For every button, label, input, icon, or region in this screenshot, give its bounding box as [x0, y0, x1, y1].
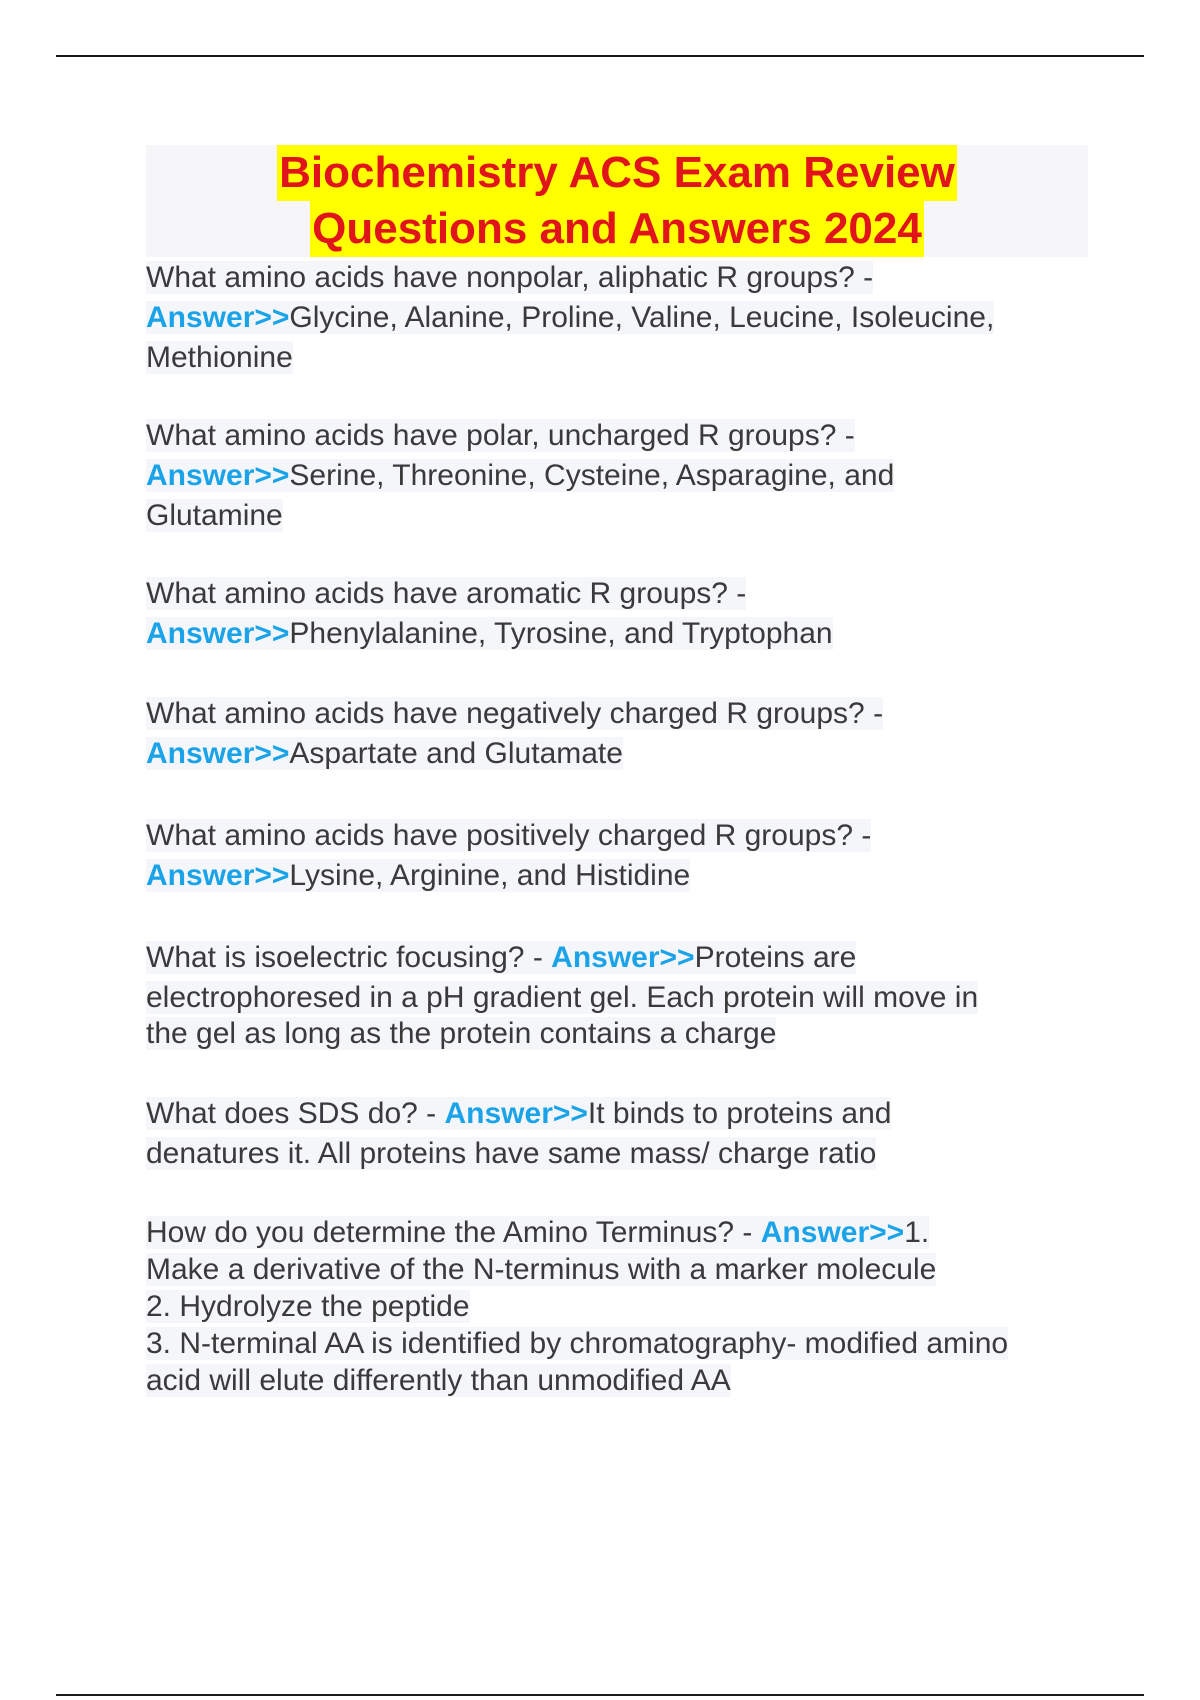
answer-text: Aspartate and Glutamate: [289, 737, 623, 770]
answer-text: It binds to proteins and: [587, 1097, 892, 1130]
question-text: What amino acids have polar, uncharged R groups? -: [146, 419, 855, 452]
answer-text: Glutamine: [146, 499, 283, 532]
bottom-rule: [56, 1694, 1144, 1696]
qa-item: [146, 816, 871, 896]
question-text: How do you determine the Amino Terminus? -: [146, 1216, 753, 1249]
qa-item: [146, 694, 883, 774]
answer-label: Answer>>: [146, 617, 290, 650]
answer-label: Answer>>: [146, 459, 290, 492]
document-title: [146, 145, 1088, 257]
question-text: What amino acids have nonpolar, aliphatic R groups? -: [146, 261, 874, 294]
title-line-1: Biochemistry ACS Exam Review: [277, 145, 957, 201]
answer-text: 3. N-terminal AA is identified by chromatography- modified amino: [146, 1327, 1009, 1360]
question-text: What does SDS do? -: [146, 1097, 437, 1130]
answer-label: Answer>>: [760, 1216, 905, 1249]
answer-label: Answer>>: [146, 737, 290, 770]
answer-label: Answer>>: [444, 1097, 588, 1130]
answer-label: Answer>>: [146, 859, 290, 892]
question-text: What is isoelectric focusing? -: [146, 941, 543, 974]
answer-text: 1.: [904, 1216, 930, 1249]
question-text: What amino acids have aromatic R groups? -: [146, 577, 747, 610]
answer-text: 2. Hydrolyze the peptide: [146, 1290, 470, 1323]
top-rule: [56, 55, 1144, 57]
answer-text: Glycine, Alanine, Proline, Valine, Leucine, Isoleucine,: [289, 301, 995, 334]
answer-label: Answer>>: [551, 941, 695, 974]
qa-item: [146, 1094, 891, 1174]
answer-text: acid will elute differently than unmodified AA: [146, 1364, 731, 1397]
qa-item: [146, 1214, 1008, 1399]
qa-item: [146, 258, 994, 378]
qa-item: [146, 416, 894, 536]
answer-text: Phenylalanine, Tyrosine, and Tryptophan: [289, 617, 833, 650]
answer-text: Serine, Threonine, Cysteine, Asparagine, and: [289, 459, 895, 492]
answer-text: electrophoresed in a pH gradient gel. Each protein will move in: [146, 981, 979, 1014]
question-text: What amino acids have positively charged R groups? -: [146, 819, 872, 852]
answer-text: denatures it. All proteins have same mass/ charge ratio: [146, 1137, 877, 1170]
answer-text: Proteins are: [694, 941, 857, 974]
qa-item: [146, 574, 833, 654]
answer-text: Lysine, Arginine, and Histidine: [289, 859, 691, 892]
answer-label: Answer>>: [146, 301, 290, 334]
answer-text: Make a derivative of the N-terminus with a marker molecule: [146, 1253, 937, 1286]
answer-text: Methionine: [146, 341, 293, 374]
qa-item: [146, 938, 978, 1058]
title-line-2: Questions and Answers 2024: [310, 201, 924, 257]
question-text: What amino acids have negatively charged R groups? -: [146, 697, 884, 730]
answer-text: the gel as long as the protein contains a charge: [146, 1017, 777, 1050]
